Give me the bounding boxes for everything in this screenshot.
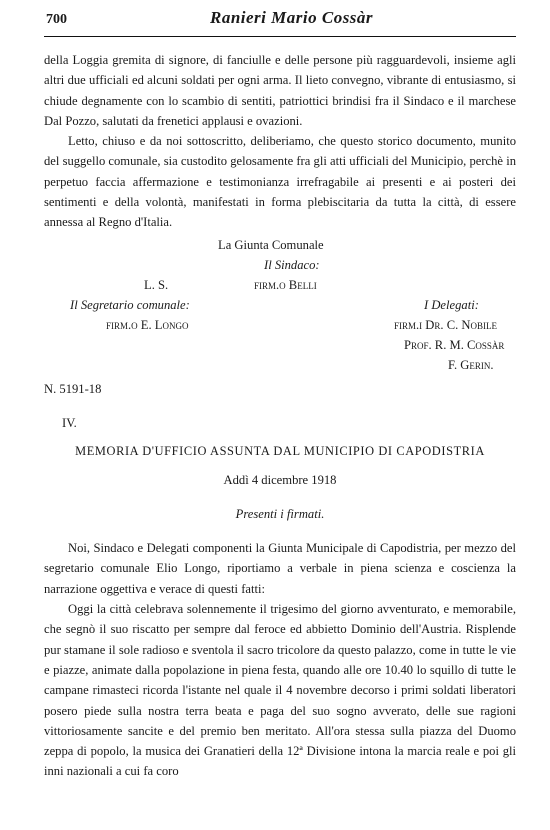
paragraph-2: Letto, chiuso e da noi sottoscritto, deliberiamo, che questo storico documento, munito del suggello comunale, sia custodito gelosamente fra gli atti ufficiali del Municipio, perchè in perpetuo faccia affermazione e testimonianza irrefragabile ai presenti e ai posteri dei sentimenti e della volontà, manifestati in forma plebiscitaria da tutta la città, di essere annessa al Regno d'Italia.	[44, 134, 516, 230]
paragraph-1: della Loggia gremita di signore, di fanciulle e delle persone più ragguardevoli, insieme agli altri due ufficiali ed alcuni soldati per ogni arma. Il lieto convegno, vibrante di entusiasmo, si chiude degnamente con lo scambio di sentiti, patriottici brindisi fra il Sindaco e il marchese Dal Pozzo, salutati da frenetici applausi e ovazioni.	[44, 53, 516, 128]
segretario-signature: firm.o E. Longo	[106, 317, 189, 332]
page-header	[0, 6, 550, 36]
header-rule	[44, 36, 516, 37]
protocol-number: N. 5191-18	[44, 381, 102, 396]
giunta-label: La Giunta Comunale	[218, 237, 324, 252]
sindaco-title: Il Sindaco:	[264, 257, 320, 272]
section-number: IV.	[62, 415, 77, 430]
delegati-title: I Delegati:	[424, 297, 479, 312]
paragraph-4: Oggi la città celebrava solennemente il trigesimo del giorno avventurato, e memorabile, che segnò il suo riscatto per sempre dal feroce ed abbietto Dominio dell'Austria. Risplende pur stamane il sole radioso e sventola il sacro tricolore da questo palazzo, come in tutte le vie e piazze, animate dalla popolazione in piena festa, quando alle ore 10.40 lo squillo di tutte le campane rimasteci ricorda l'istante nel quale il 4 novembre decorso i primi soldati liberatori posero piede sulla nostra terra beata e paga del suo sogno avverato, delle sue ragioni vittoriosamente sancite e del premio ben meritato. All'ora stessa sulla piazza del Duomo zeppa di popolo, la musica dei Granatieri della 12ª Divisione intona la marcia reale e poi gli inni nazionali a cui fa coro	[44, 602, 516, 779]
sindaco-signature: firm.o Belli	[254, 277, 317, 292]
date-line: Addì 4 dicembre 1918	[223, 472, 337, 487]
section-title: MEMORIA D'UFFICIO ASSUNTA DAL MUNICIPIO DI CAPODISTRIA	[75, 444, 485, 459]
running-title: Ranieri Mario Cossàr	[210, 8, 374, 27]
page-number: 700	[46, 12, 67, 27]
delegato-1-signature: firm.i Dr. C. Nobile	[394, 317, 497, 332]
presenti-line: Presenti i firmati.	[235, 506, 325, 521]
paragraph-3: Noi, Sindaco e Delegati componenti la Giunta Municipale di Capodistria, per mezzo del segretario comunale Elio Longo, riportiamo a verbale in piena scienza e coscienza la narrazione oggettiva e verace di questi fatti:	[44, 541, 516, 596]
seal-ls: L. S.	[144, 277, 169, 292]
page-body	[44, 50, 516, 782]
delegato-2-signature: Prof. R. M. Cossàr	[404, 337, 505, 352]
segretario-title: Il Segretario comunale:	[70, 297, 190, 312]
signature-block	[44, 233, 516, 372]
delegato-3-signature: F. Gerin.	[448, 357, 494, 372]
